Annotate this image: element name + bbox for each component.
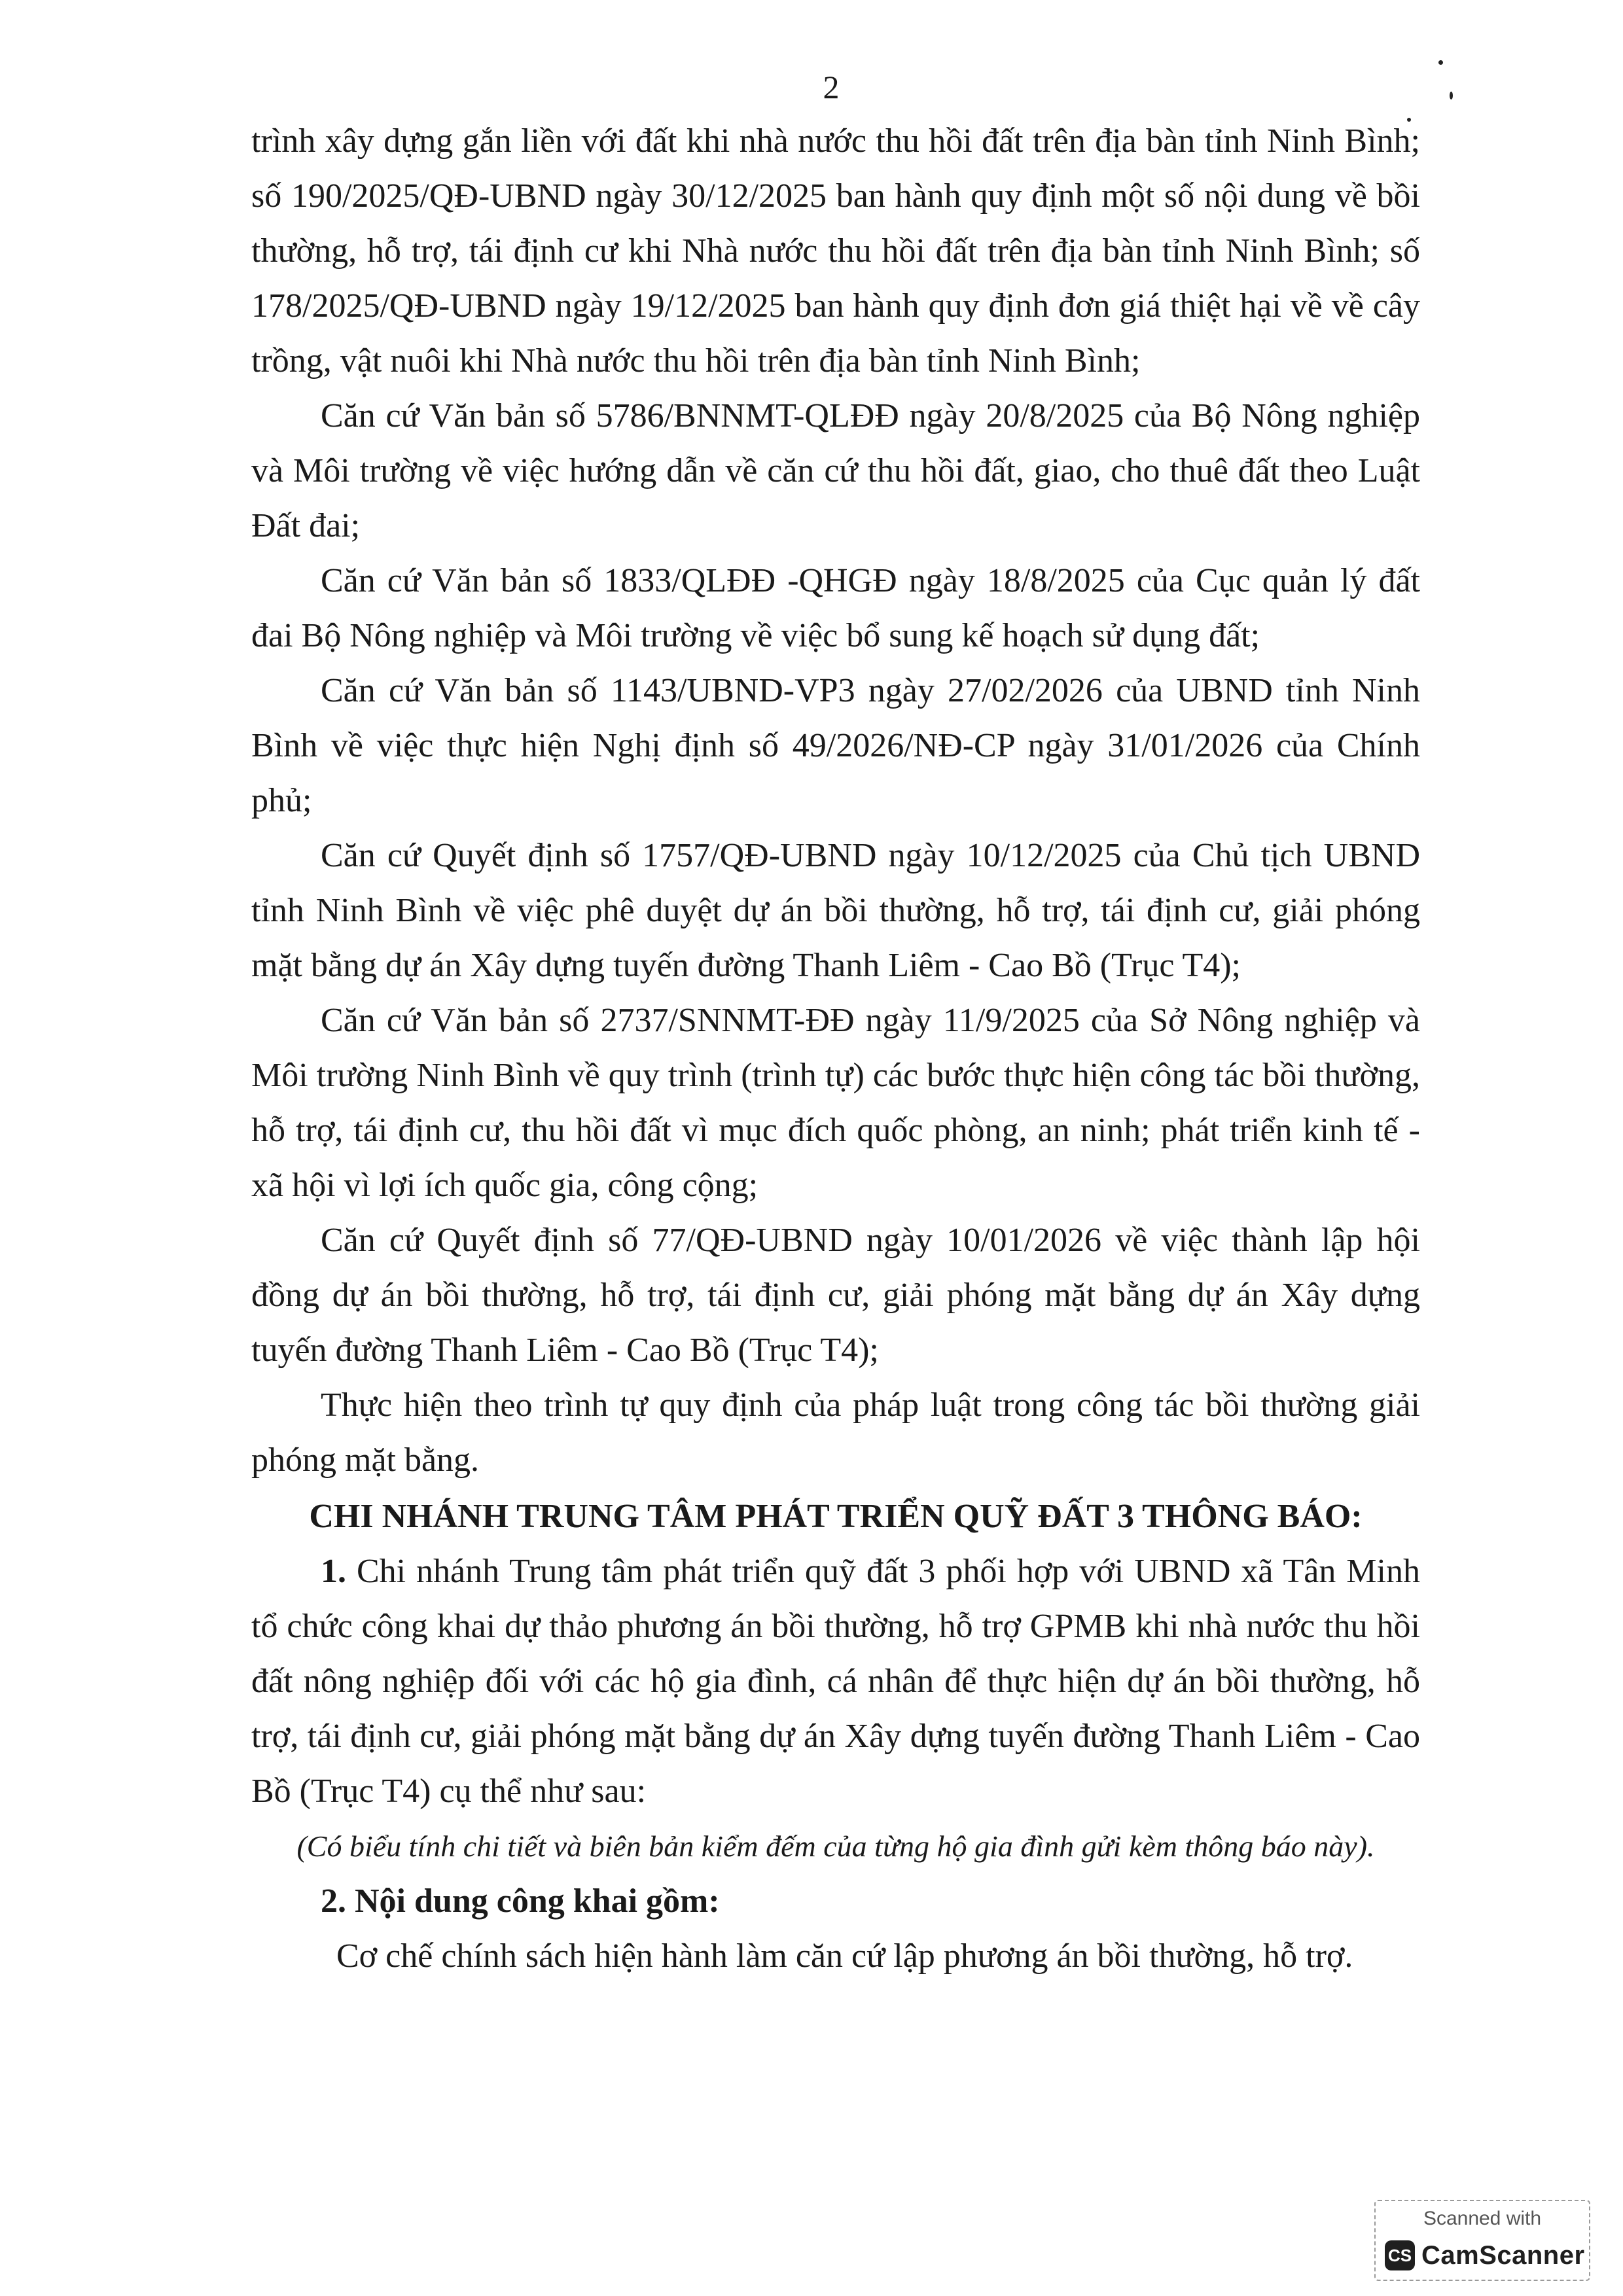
- section-1-paragraph: [251, 1544, 1420, 1819]
- section-1-number: 1.: [321, 1553, 346, 1590]
- watermark-logo-row: [1385, 2240, 1585, 2270]
- paragraph-implementation: Thực hiện theo trình tự quy định của pháp luật trong công tác bồi thường giải phóng mặt bằng.: [251, 1386, 1420, 1479]
- camscanner-watermark: [1374, 2200, 1590, 2281]
- section-2-text: Cơ chế chính sách hiện hành làm căn cứ lập phương án bồi thường, hỗ trợ.: [336, 1937, 1353, 1975]
- camscanner-logo-icon: CS: [1385, 2240, 1415, 2270]
- scan-speck: [1450, 92, 1453, 99]
- paragraph-basis-5786: Căn cứ Văn bản số 5786/BNNMT-QLĐĐ ngày 20/8/2025 của Bộ Nông nghiệp và Môi trường về việc hướng dẫn về căn cứ thu hồi đất, giao, cho thuê đất theo Luật Đất đai;: [251, 397, 1420, 544]
- document-body: [251, 114, 1420, 1984]
- section-2-heading: 2. Nội dung công khai gồm:: [321, 1882, 720, 1920]
- paragraph-basis-1757: Căn cứ Quyết định số 1757/QĐ-UBND ngày 10/12/2025 của Chủ tịch UBND tỉnh Ninh Bình về việc phê duyệt dự án bồi thường, hỗ trợ, tái định cư, giải phóng mặt bằng dự án Xây dựng tuyến đường Thanh Liêm - Cao Bồ (Trục T4);: [251, 837, 1420, 984]
- paragraph-basis-2737: Căn cứ Văn bản số 2737/SNNMT-ĐĐ ngày 11/9/2025 của Sở Nông nghiệp và Môi trường Ninh Bình về quy trình (trình tự) các bước thực hiện công tác bồi thường, hỗ trợ, tái định cư, thu hồi đất vì mục đích quốc phòng, an ninh; phát triển kinh tế - xã hội vì lợi ích quốc gia, công cộng;: [251, 1002, 1420, 1204]
- scan-speck: [1407, 118, 1411, 122]
- section-1-text: Chi nhánh Trung tâm phát triển quỹ đất 3 phối hợp với UBND xã Tân Minh tổ chức công khai dự thảo phương án bồi thường, hỗ trợ GPMB khi nhà nước thu hồi đất nông nghiệp đối với các hộ gia đình, cá nhân để thực hiện dự án bồi thường, hỗ trợ, tái định cư, giải phóng mặt bằng dự án Xây dựng tuyến đường Thanh Liêm - Cao Bồ (Trục T4) cụ thể như sau:: [251, 1553, 1420, 1810]
- paragraph-basis-1833: Căn cứ Văn bản số 1833/QLĐĐ -QHGĐ ngày 18/8/2025 của Cục quản lý đất đai Bộ Nông nghiệp và Môi trường về việc bổ sung kế hoạch sử dụng đất;: [251, 562, 1420, 654]
- watermark-scanned-with: Scanned with: [1423, 2208, 1542, 2229]
- paragraph-basis-1143: Căn cứ Văn bản số 1143/UBND-VP3 ngày 27/02/2026 của UBND tỉnh Ninh Bình về việc thực hiện Nghị định số 49/2026/NĐ-CP ngày 31/01/2026 của Chính phủ;: [251, 672, 1420, 819]
- page-number: 2: [823, 69, 840, 105]
- scan-speck: [1438, 60, 1443, 65]
- paragraph-legal-basis-continued: trình xây dựng gắn liền với đất khi nhà nước thu hồi đất trên địa bàn tỉnh Ninh Bình; số 190/2025/QĐ-UBND ngày 30/12/2025 ban hành quy định một số nội dung về bồi thường, hỗ trợ, tái định cư khi Nhà nước thu hồi đất trên địa bàn tỉnh Ninh Bình; số 178/2025/QĐ-UBND ngày 19/12/2025 ban hành quy định đơn giá thiệt hại về về cây trồng, vật nuôi khi Nhà nước thu hồi trên địa bàn tỉnh Ninh Bình;: [251, 122, 1420, 380]
- announcement-heading: CHI NHÁNH TRUNG TÂM PHÁT TRIỂN QUỸ ĐẤT 3 THÔNG BÁO:: [309, 1498, 1363, 1535]
- watermark-brand: CamScanner: [1421, 2240, 1585, 2270]
- paragraph-basis-77: Căn cứ Quyết định số 77/QĐ-UBND ngày 10/01/2026 về việc thành lập hội đồng dự án bồi thường, hỗ trợ, tái định cư, giải phóng mặt bằng dự án Xây dựng tuyến đường Thanh Liêm - Cao Bồ (Trục T4);: [251, 1222, 1420, 1369]
- attachment-note: (Có biểu tính chi tiết và biên bản kiểm đếm của từng hộ gia đình gửi kèm thông báo này).: [296, 1829, 1375, 1863]
